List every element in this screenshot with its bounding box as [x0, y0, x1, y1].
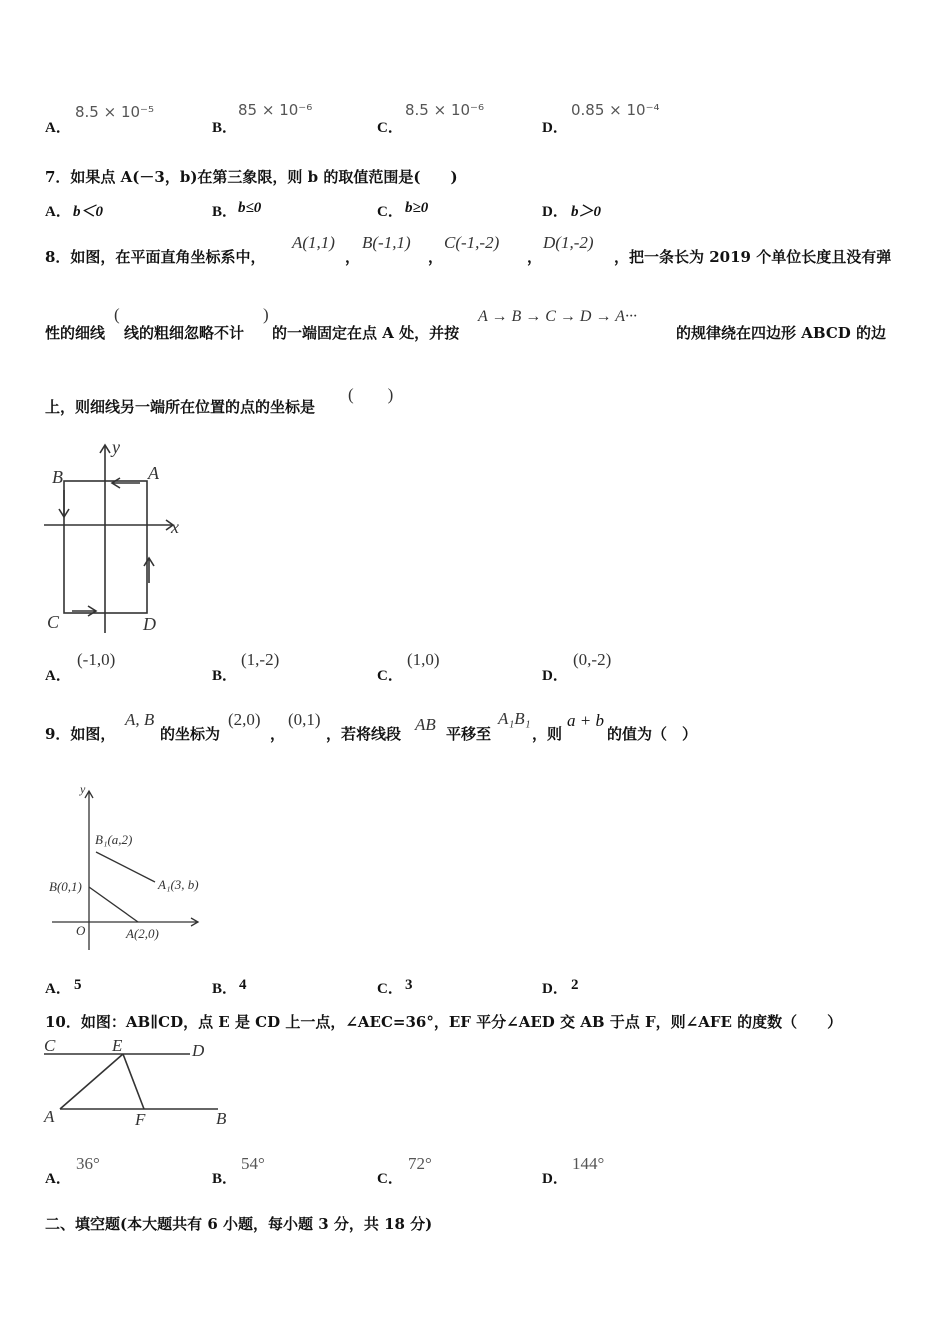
q9-seg: AB [415, 715, 436, 734]
q9-mid3: 平移至 [446, 725, 492, 743]
q9-option-b-label: B． [212, 981, 238, 997]
q8-line2-b: 的一端固定在点 A 处，并按 [272, 324, 460, 342]
q9-segment-a1b1 [96, 852, 155, 882]
q9-prefix: 9．如图， [45, 725, 116, 743]
q9-label-o: O [76, 923, 86, 938]
q6-option-c-label: C． [377, 120, 403, 136]
q9-mid4: ，则 [532, 725, 563, 743]
q9-end: 的值为（ ） [607, 725, 698, 743]
q9-seg1: A₁B₁ [498, 709, 531, 728]
q7-option-b-value: b≤0 [238, 200, 262, 216]
q9-option-c-value: 3 [405, 977, 413, 993]
q9-option-d-label: D． [542, 981, 568, 997]
q8-paren-open: ( [114, 305, 120, 324]
q7-option-c-value: b≥0 [405, 200, 429, 216]
q8-line2-c: 的规律绕在四边形 ABCD 的边 [676, 324, 886, 342]
q10-segment-ae [60, 1054, 123, 1109]
q9-label-b1: B₁(a,2) [95, 832, 133, 847]
q8-sep-2: ， [428, 248, 444, 266]
q9-comma: ， [270, 725, 286, 743]
q8-option-a-label: A． [45, 668, 71, 684]
q8-option-b-label: B． [212, 668, 238, 684]
q9-mid2: ，若将线段 [326, 725, 402, 743]
q8-figure [40, 435, 200, 635]
q6-option-b-value: 85 × 10⁻⁶ [238, 101, 313, 119]
q9-label-a1: A₁(3, b) [158, 877, 199, 892]
q8-option-c-label: C． [377, 668, 403, 684]
q9-ab: A, B [125, 710, 155, 729]
q9-label-y: y [80, 782, 86, 796]
q7-option-d-label: D． [542, 204, 568, 220]
q10-option-b-label: B． [212, 1171, 238, 1187]
q10-option-d-label: D． [542, 1171, 568, 1187]
q6-option-a-value: 8.5 × 10⁻⁵ [75, 103, 154, 121]
q9-mid1: 的坐标为 [160, 725, 221, 743]
q9-figure [40, 775, 220, 955]
q7-option-c-label: C． [377, 204, 403, 220]
q9-option-a-value: 5 [74, 977, 82, 993]
q7-option-a-label: A． [45, 204, 71, 220]
q8-label-c: C [47, 612, 60, 632]
q10-label-b: B [216, 1109, 227, 1128]
q7-option-b-label: B． [212, 204, 238, 220]
q10-label-d: D [192, 1041, 205, 1060]
q10-option-a-value: 36° [76, 1154, 100, 1173]
q10-option-c-label: C． [377, 1171, 403, 1187]
q10-label-a: A [44, 1107, 55, 1126]
q8-line1-end: ，把一条长为 2019 个单位长度且没有弹 [614, 248, 892, 266]
q8-option-c-value: (1,0) [407, 650, 440, 669]
q8-prefix: 8．如图，在平面直角坐标系中， [45, 248, 266, 266]
q8-point-c: C(-1,-2) [444, 233, 500, 252]
q8-option-b-value: (1,-2) [241, 650, 280, 669]
q8-line2-a: 性的细线 [45, 324, 106, 342]
q8-point-d: D(1,-2) [543, 233, 594, 252]
q8-option-d-label: D． [542, 668, 568, 684]
q8-point-b: B(-1,1) [362, 233, 411, 252]
q9-option-a-label: A． [45, 981, 71, 997]
q6-option-b-label: B． [212, 120, 238, 136]
q9-option-d-value: 2 [571, 977, 579, 993]
q7-question: 7．如果点 A(－3，b)在第三象限，则 b 的取值范围是( ) [45, 168, 458, 186]
q8-label-x: x [171, 517, 179, 537]
q10-figure [40, 1035, 240, 1131]
q9-option-b-value: 4 [239, 977, 247, 993]
q8-point-a: A(1,1) [292, 233, 335, 252]
q8-sep-1: ， [345, 248, 361, 266]
q9-label-b: B(0,1) [49, 879, 82, 894]
q10-option-c-value: 72° [408, 1154, 432, 1173]
q8-blank: ( ) [348, 385, 394, 404]
q10-question: 10．如图：AB∥CD，点 E 是 CD 上一点，∠AEC=36°，EF 平分∠AED 交 AB 于点 F，则∠AFE 的度数（ ） [45, 1013, 843, 1031]
q10-segment-ef [123, 1054, 144, 1109]
q10-option-d-value: 144° [572, 1154, 605, 1173]
section-2-title: 二、填空题(本大题共有 6 小题，每小题 3 分，共 18 分) [45, 1215, 433, 1233]
q8-path: A → B → C → D → A··· [478, 308, 637, 325]
q10-label-e: E [112, 1036, 123, 1055]
q9-label-a: A(2,0) [126, 926, 159, 941]
q8-paren-note: 线的粗细忽略不计 [124, 324, 245, 342]
q10-option-b-value: 54° [241, 1154, 265, 1173]
q8-option-a-value: (-1,0) [77, 650, 116, 669]
q9-coord-b: (0,1) [288, 710, 321, 729]
q10-option-a-label: A． [45, 1171, 71, 1187]
q7-option-d-value: b＞0 [571, 204, 602, 220]
q8-paren-close: ) [263, 305, 269, 324]
q7-option-a-value: b＜0 [73, 204, 104, 220]
q9-expr: a + b [567, 711, 604, 730]
q6-option-d-label: D． [542, 120, 568, 136]
q9-coord-a: (2,0) [228, 710, 261, 729]
q8-label-b: B [52, 467, 63, 487]
q6-option-d-value: 0.85 × 10⁻⁴ [571, 101, 660, 119]
q8-option-d-value: (0,-2) [573, 650, 612, 669]
q9-segment-ab [89, 887, 138, 922]
q8-sep-3: ， [527, 248, 543, 266]
q6-option-c-value: 8.5 × 10⁻⁶ [405, 101, 484, 119]
q8-label-d: D [143, 614, 156, 634]
q8-line3: 上，则细线另一端所在位置的点的坐标是 [45, 398, 316, 416]
q8-label-y: y [112, 437, 120, 457]
q9-option-c-label: C． [377, 981, 403, 997]
q6-option-a-label: A． [45, 120, 71, 136]
q10-label-f: F [135, 1110, 146, 1129]
q10-label-c: C [44, 1036, 56, 1055]
q8-label-a: A [148, 463, 159, 483]
